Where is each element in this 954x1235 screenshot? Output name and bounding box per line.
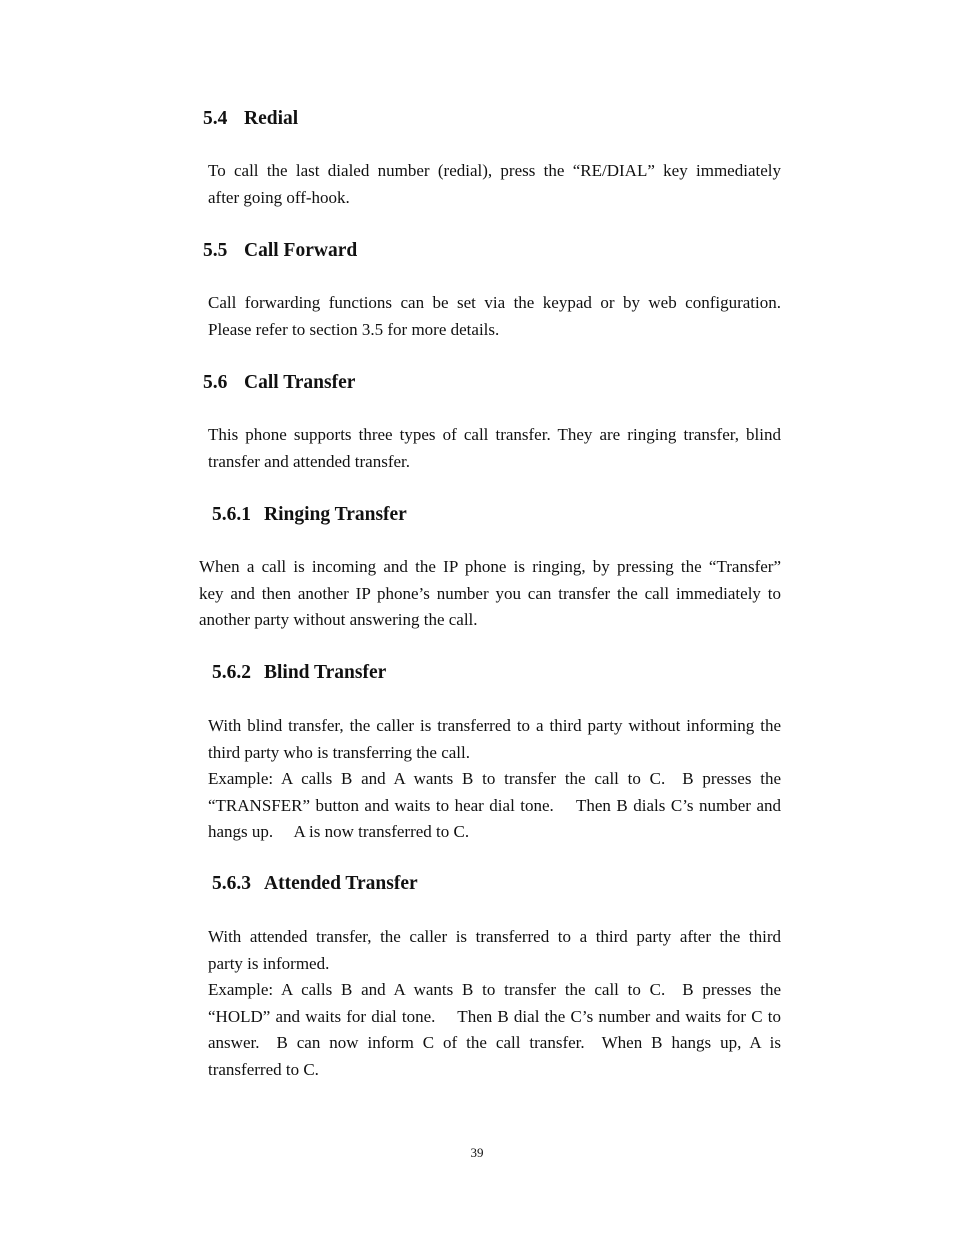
text-line: Call forwarding functions can be set via the keypad or by web configuration. <box>208 293 781 312</box>
text-line: With attended transfer, the caller is transferred to a third party after the third <box>208 927 781 946</box>
section-number: 5.6 <box>203 372 228 393</box>
text-line: To call the last dialed number (redial), press the “RE/DIAL” key immediately <box>208 161 781 180</box>
section-number: 5.4 <box>203 108 228 129</box>
text-line: another party without answering the call. <box>199 610 478 629</box>
paragraph-call-transfer <box>208 422 781 475</box>
section-title: Ringing Transfer <box>264 504 407 525</box>
text-line: party is informed. <box>208 953 330 973</box>
section-title: Blind Transfer <box>264 662 387 683</box>
section-title: Attended Transfer <box>264 873 418 894</box>
section-number: 5.5 <box>203 240 228 261</box>
section-number: 5.6.1 <box>212 504 251 525</box>
text-line: This phone supports three types of call transfer. They are ringing transfer, blind <box>208 425 781 444</box>
text-line: Please refer to section 3.5 for more details. <box>208 319 500 339</box>
paragraph-ringing-transfer <box>199 554 781 634</box>
paragraph-attended-transfer <box>208 924 781 1083</box>
text-line: transfer and attended transfer. <box>208 451 411 471</box>
section-number: 5.6.2 <box>212 662 251 683</box>
section-heading-5-6-2 <box>212 661 386 685</box>
text-line: Example: A calls B and A wants B to transfer the call to C. B presses the <box>208 769 781 788</box>
section-heading-5-4 <box>203 107 298 131</box>
page-number: 39 <box>470 1145 484 1160</box>
text-line: Example: A calls B and A wants B to transfer the call to C. B presses the <box>208 980 781 999</box>
section-heading-5-5 <box>203 239 357 263</box>
text-line: “HOLD” and waits for dial tone. Then B dial the C’s number and waits for C to <box>208 1006 781 1026</box>
section-heading-5-6-3 <box>212 872 418 896</box>
text-line: transferred to C. <box>208 1059 319 1079</box>
section-number: 5.6.3 <box>212 873 251 894</box>
text-line: key and then another IP phone’s number you can transfer the call immediately to <box>199 583 781 603</box>
section-title: Call Forward <box>244 240 358 261</box>
section-heading-5-6-1 <box>212 503 407 527</box>
paragraph-call-forward <box>208 290 781 343</box>
text-line: answer. B can now inform C of the call transfer. When B hangs up, A is <box>208 1033 781 1052</box>
paragraph-blind-transfer <box>208 713 781 846</box>
text-line: after going off-hook. <box>208 187 350 207</box>
text-line: “TRANSFER” button and waits to hear dial tone. Then B dials C’s number and <box>208 795 781 815</box>
section-title: Redial <box>244 108 299 129</box>
section-title: Call Transfer <box>244 372 356 393</box>
text-line: hangs up. A is now transferred to C. <box>208 822 470 841</box>
section-heading-5-6 <box>203 371 355 395</box>
text-line: third party who is transferring the call. <box>208 742 471 762</box>
text-line: When a call is incoming and the IP phone is ringing, by pressing the “Transfer” <box>199 557 781 576</box>
text-line: With blind transfer, the caller is transferred to a third party without informing the <box>208 716 781 735</box>
paragraph-redial <box>208 158 781 211</box>
